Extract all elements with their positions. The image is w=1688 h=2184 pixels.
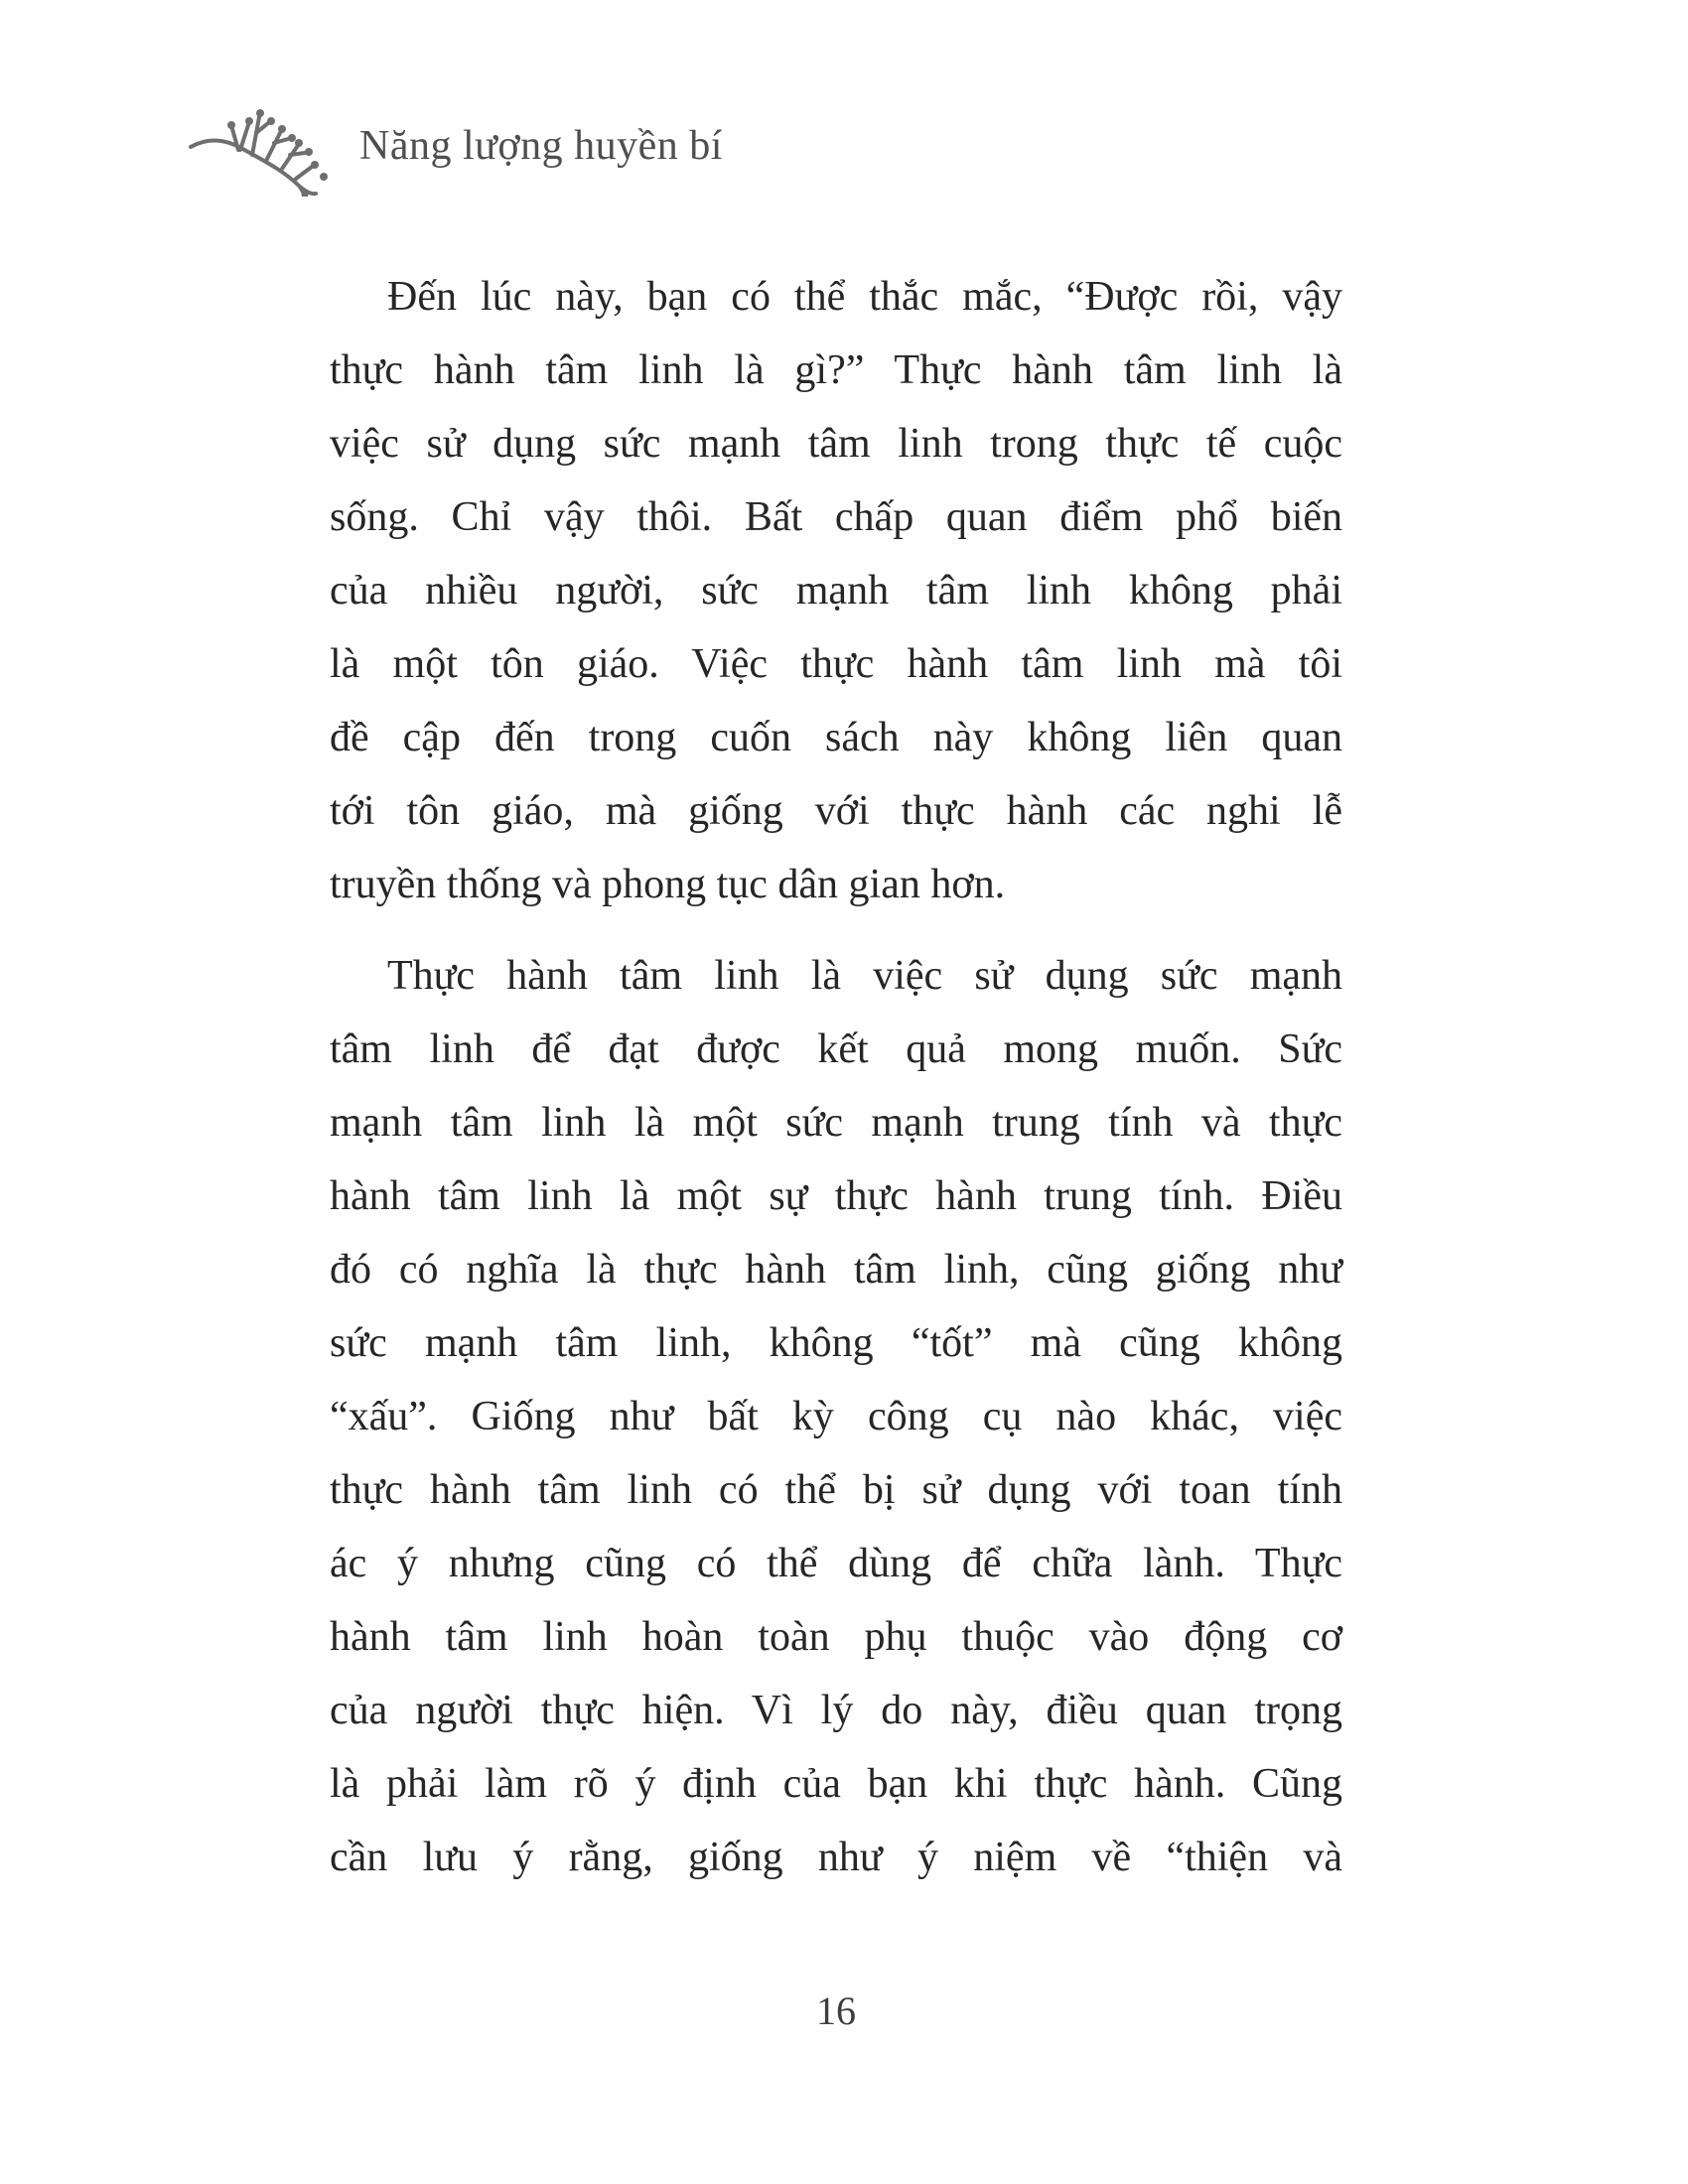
text-line: đó có nghĩa là thực hành tâm linh, cũng giống như	[330, 1247, 1342, 1293]
text-line: việc sử dụng sức mạnh tâm linh trong thực tế cuộc	[330, 421, 1342, 467]
text-line: ác ý nhưng cũng có thể dùng để chữa lành. Thực	[330, 1541, 1342, 1586]
text-line: của người thực hiện. Vì lý do này, điều quan trọng	[330, 1688, 1342, 1733]
branch-ornament-icon	[189, 105, 334, 197]
text-line: cần lưu ý rằng, giống như ý niệm về “thiện và	[330, 1835, 1342, 1880]
page-header	[189, 105, 723, 197]
text-line: thực hành tâm linh là gì?” Thực hành tâm linh là	[330, 347, 1342, 393]
text-line: thực hành tâm linh có thể bị sử dụng với toan tính	[330, 1467, 1342, 1513]
text-line: “xấu”. Giống như bất kỳ công cụ nào khác, việc	[330, 1394, 1342, 1439]
running-title: Năng lượng huyền bí	[359, 123, 723, 169]
text-line: hành tâm linh là một sự thực hành trung tính. Điều	[330, 1173, 1342, 1219]
paragraph-1	[330, 260, 1342, 921]
text-line: mạnh tâm linh là một sức mạnh trung tính và thực	[330, 1100, 1342, 1146]
text-line: truyền thống và phong tục dân gian hơn.	[330, 862, 1006, 907]
text-line: tới tôn giáo, mà giống với thực hành các nghi lễ	[330, 788, 1342, 834]
paragraph-2	[330, 939, 1342, 1894]
text-line: đề cập đến trong cuốn sách này không liên quan	[330, 715, 1342, 760]
text-line: hành tâm linh hoàn toàn phụ thuộc vào động cơ	[330, 1614, 1342, 1660]
text-line: tâm linh để đạt được kết quả mong muốn. Sức	[330, 1026, 1342, 1072]
text-line: của nhiều người, sức mạnh tâm linh không phải	[330, 568, 1342, 614]
text-line: Thực hành tâm linh là việc sử dụng sức mạnh	[387, 953, 1342, 999]
text-line: là một tôn giáo. Việc thực hành tâm linh mà tôi	[330, 641, 1342, 687]
text-line: là phải làm rõ ý định của bạn khi thực hành. Cũng	[330, 1761, 1342, 1807]
text-line: sống. Chỉ vậy thôi. Bất chấp quan điểm phổ biến	[330, 494, 1342, 540]
text-line: Đến lúc này, bạn có thể thắc mắc, “Được rồi, vậy	[387, 274, 1342, 320]
page-number: 16	[816, 1988, 856, 2033]
text-line: sức mạnh tâm linh, không “tốt” mà cũng không	[330, 1320, 1342, 1366]
body-text	[330, 260, 1342, 1894]
